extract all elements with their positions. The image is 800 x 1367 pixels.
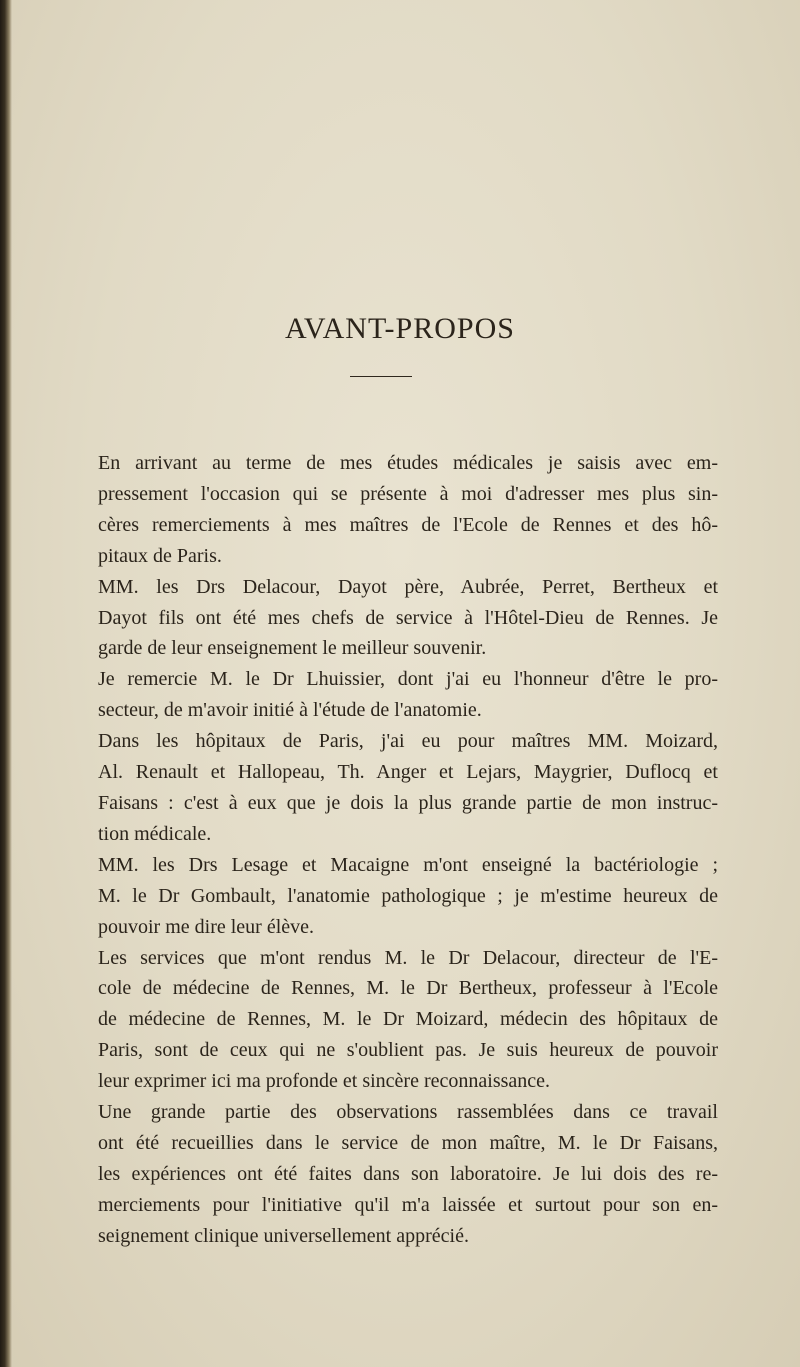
text-line: merciements pour l'initiative qu'il m'a laissée et surtout pour son en-: [98, 1193, 718, 1216]
text-line: garde de leur enseignement le meilleur souvenir.: [98, 637, 487, 660]
text-line: Al. Renault et Hallopeau, Th. Anger et Lejars, Maygrier, Duflocq et: [98, 761, 718, 784]
paragraph: [80, 1097, 718, 1252]
body-text: [80, 448, 718, 1252]
title-rule: [350, 376, 412, 377]
text-line: MM. les Drs Delacour, Dayot père, Aubrée, Perret, Bertheux et: [98, 575, 718, 598]
text-line: Une grande partie des observations rassemblées dans ce travail: [98, 1101, 718, 1124]
book-spine-shadow: [0, 0, 12, 1367]
text-line: Dayot fils ont été mes chefs de service à l'Hôtel-Dieu de Rennes. Je: [98, 606, 718, 629]
text-line: secteur, de m'avoir initié à l'étude de l'anatomie.: [98, 699, 482, 722]
text-line: Je remercie M. le Dr Lhuissier, dont j'ai eu l'honneur d'être le pro-: [98, 668, 718, 691]
paragraph: [80, 448, 718, 572]
text-line: En arrivant au terme de mes études médicales je saisis avec em-: [98, 452, 718, 474]
paragraph: [80, 850, 718, 943]
text-line: Les services que m'ont rendus M. le Dr Delacour, directeur de l'E-: [98, 946, 718, 969]
text-line: Dans les hôpitaux de Paris, j'ai eu pour maîtres MM. Moizard,: [98, 730, 718, 753]
text-line: les expériences ont été faites dans son laboratoire. Je lui dois des re-: [98, 1162, 718, 1185]
paragraph: [80, 726, 718, 850]
text-line: seignement clinique universellement apprécié.: [98, 1224, 469, 1247]
text-line: cères remerciements à mes maîtres de l'Ecole de Rennes et des hô-: [98, 513, 718, 536]
text-line: pouvoir me dire leur élève.: [98, 915, 315, 938]
text-line: Paris, sont de ceux qui ne s'oublient pas. Je suis heureux de pouvoir: [98, 1039, 718, 1062]
paragraph: [80, 943, 718, 1098]
text-line: leur exprimer ici ma profonde et sincère reconnaissance.: [98, 1070, 551, 1093]
text-line: pitaux de Paris.: [98, 544, 222, 567]
text-line: Faisans : c'est à eux que je dois la plus grande partie de mon instruc-: [98, 791, 718, 814]
text-line: M. le Dr Gombault, l'anatomie pathologique ; je m'estime heureux de: [98, 884, 718, 907]
text-line: pressement l'occasion qui se présente à moi d'adresser mes plus sin-: [98, 482, 718, 505]
text-line: cole de médecine de Rennes, M. le Dr Bertheux, professeur à l'Ecole: [98, 977, 718, 1000]
paragraph: [80, 572, 718, 665]
paragraph: [80, 664, 718, 726]
text-line: ont été recueillies dans le service de mon maître, M. le Dr Faisans,: [98, 1131, 718, 1154]
text-line: MM. les Drs Lesage et Macaigne m'ont enseigné la bactériologie ;: [98, 853, 718, 876]
text-line: tion médicale.: [98, 822, 212, 845]
page-title: AVANT-PROPOS: [285, 312, 515, 345]
text-line: de médecine de Rennes, M. le Dr Moizard, médecin des hôpitaux de: [98, 1008, 718, 1031]
